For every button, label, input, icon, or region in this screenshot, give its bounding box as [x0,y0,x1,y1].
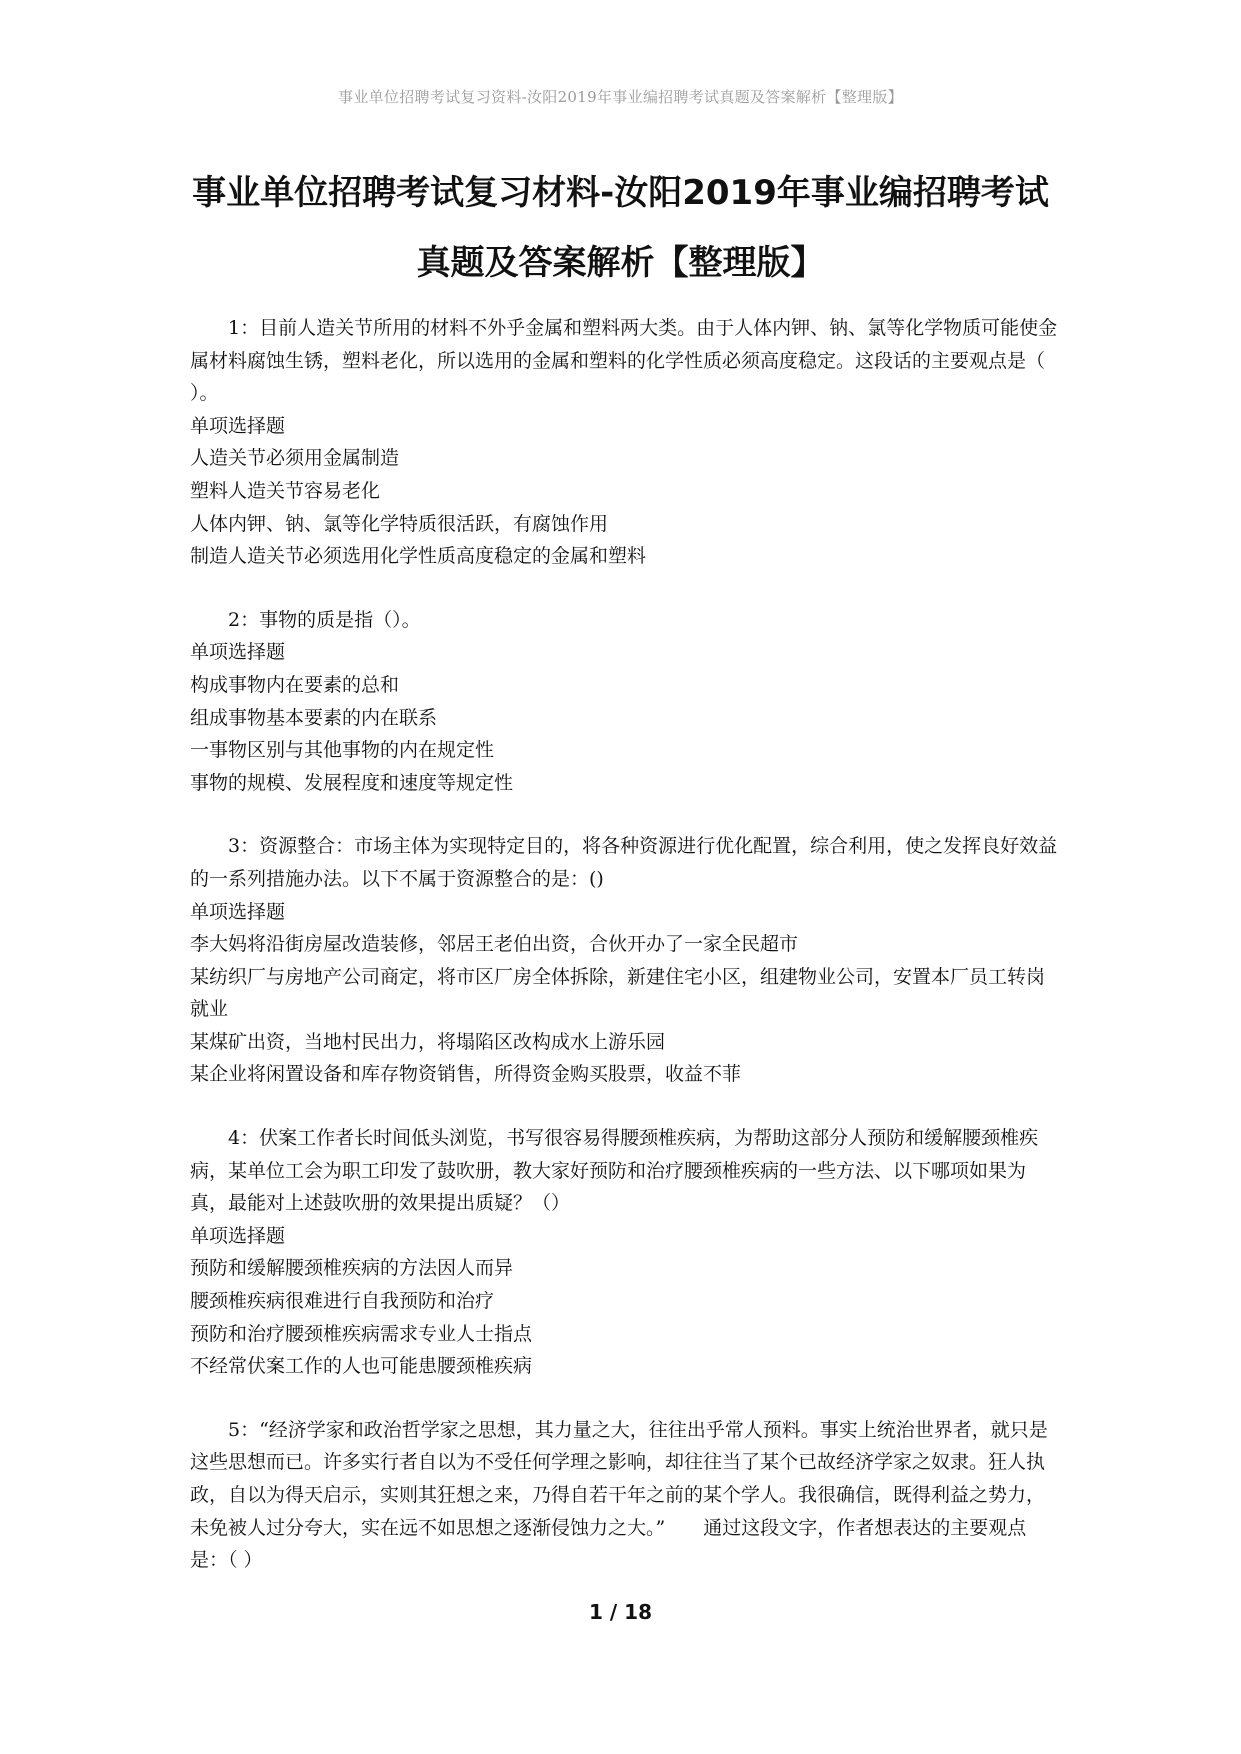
question-1 [190,312,1060,573]
question-stem: 2：事物的质是指（）。 [228,608,421,631]
question-type: 单项选择题 [190,900,286,923]
question-stem: 4：伏案工作者长时间低头浏览，书写很容易得腰颈椎疾病，为帮助这部分人预防和缓解腰颈椎疾病，某单位工会为职工印发了鼓吹册，教大家好预防和治疗腰颈椎疾病的一些方法、以下哪项如果为真，最能对上述鼓吹册的效果提出质疑？（） [190,1127,1039,1215]
option-b: 塑料人造关节容易老化 [190,479,381,502]
question-4 [190,1122,1060,1383]
option-a: 人造关节必须用金属制造 [190,447,400,470]
option-a: 构成事物内在要素的总和 [190,673,400,696]
option-b: 某纺织厂与房地产公司商定，将市区厂房全体拆除，新建住宅小区，组建物业公司，安置本厂员工转岗就业 [190,965,1046,1021]
question-stem: 1：目前人造关节所用的材料不外乎金属和塑料两大类。由于人体内钾、钠、氯等化学物质可能使金属材料腐蚀生锈，塑料老化，所以选用的金属和塑料的化学性质必须高度稳定。这段话的主要观点是（ ）。 [190,317,1058,405]
question-3 [190,830,1060,1091]
option-c: 某煤矿出资，当地村民出力，将塌陷区改构成水上游乐园 [190,1030,666,1053]
option-d: 事物的规模、发展程度和速度等规定性 [190,771,514,794]
page-number: 1 / 18 [589,1600,652,1624]
option-c: 预防和治疗腰颈椎疾病需求专业人士指点 [190,1322,533,1345]
option-d: 某企业将闲置设备和库存物资销售，所得资金购买股票，收益不菲 [190,1063,742,1086]
question-stem: 3：资源整合：市场主体为实现特定目的，将各种资源进行优化配置，综合利用，使之发挥良好效益的一系列措施办法。以下不属于资源整合的是：() [190,835,1058,890]
option-b: 组成事物基本要素的内在联系 [190,706,438,729]
title-line-2: 真题及答案解析【整理版】 [416,243,825,283]
question-type: 单项选择题 [190,1224,286,1247]
document-title [150,158,1091,298]
question-type: 单项选择题 [190,414,286,437]
option-d: 不经常伏案工作的人也可能患腰颈椎疾病 [190,1355,533,1378]
question-list [190,312,1060,1608]
question-stem: 5：“经济学家和政治哲学家之思想，其力量之大，往往出乎常人预料。事实上统治世界者，就只是这些思想而已。许多实行者自以为不受任何学理之影响，却往往当了某个已故经济学家之奴隶。狂人执政，自以为得天启示，实则其狂想之来，乃得自若干年之前的某个学人。我很确信，既得利益之势力，未免被人过分夸大，实在远不如思想之逐渐侵蚀力之大。” 通过这段文字，作者想表达的主要观点是：（ ） [190,1418,1048,1572]
running-header: 事业单位招聘考试复习资料-汝阳2019年事业编招聘考试真题及答案解析【整理版】 [338,88,903,106]
option-d: 制造人造关节必须选用化学性质高度稳定的金属和塑料 [190,545,647,568]
title-line-1: 事业单位招聘考试复习材料-汝阳2019年事业编招聘考试 [192,173,1049,213]
option-c: 人体内钾、钠、氯等化学特质很活跃，有腐蚀作用 [190,512,609,535]
option-b: 腰颈椎疾病很难进行自我预防和治疗 [190,1290,495,1313]
option-c: 一事物区别与其他事物的内在规定性 [190,739,495,762]
option-a: 李大妈将沿街房屋改造装修，邻居王老伯出资，合伙开办了一家全民超市 [190,933,799,956]
question-5 [190,1414,1060,1577]
question-type: 单项选择题 [190,641,286,664]
question-2 [190,604,1060,800]
option-a: 预防和缓解腰颈椎疾病的方法因人而异 [190,1257,514,1280]
